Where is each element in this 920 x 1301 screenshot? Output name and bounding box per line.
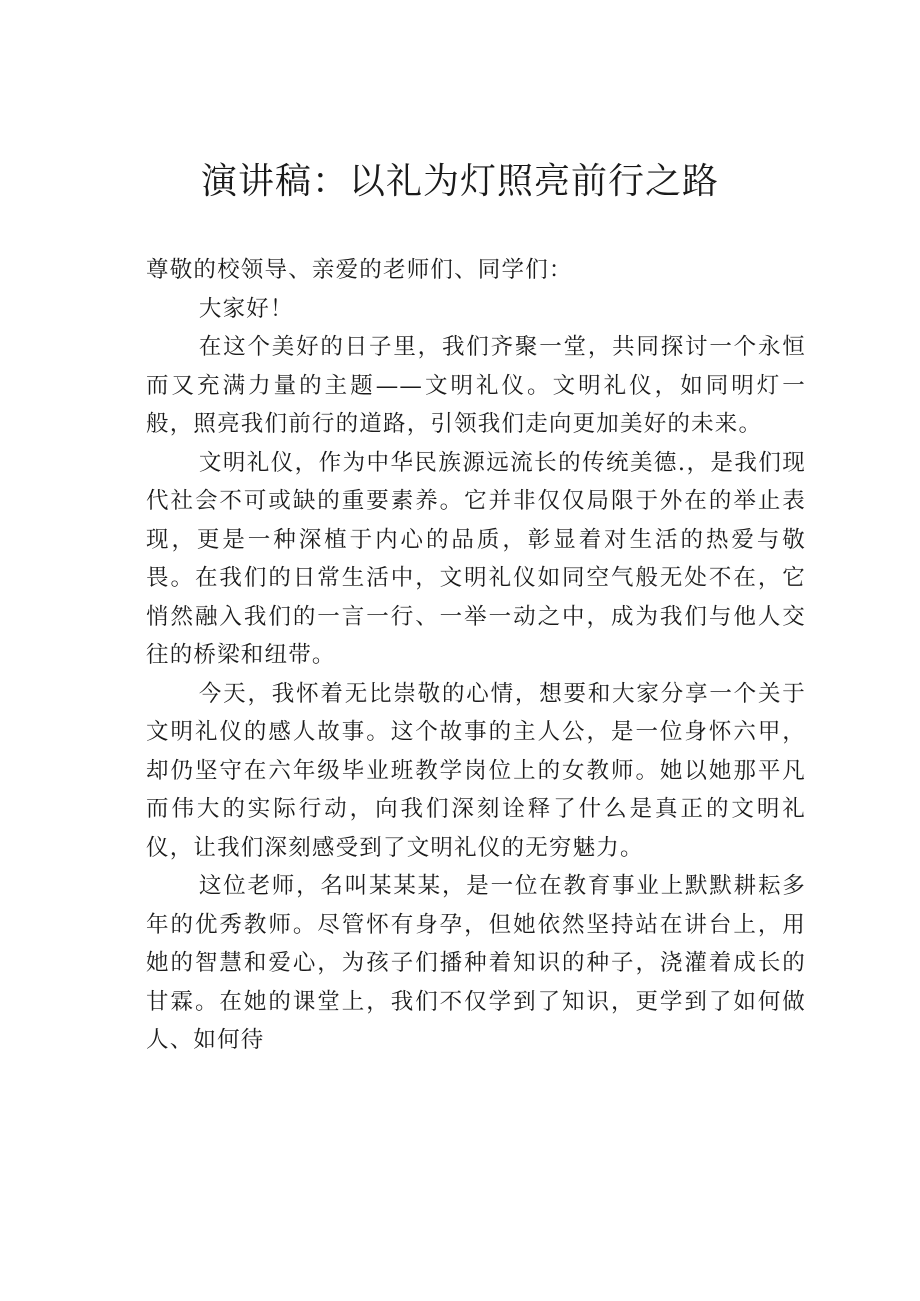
paragraph-greeting: 大家好！ [198,295,294,322]
paragraph-intro: 在这个美好的日子里，我们齐聚一堂，共同探讨一个永恒而又充满力量的主题——文明礼仪。文明礼仪，如同明灯一般，照亮我们前行的道路，引领我们走向更加美好的未来。 [146,334,806,437]
document-body [146,251,806,1060]
paragraph-story: 今天，我怀着无比崇敬的心情，想要和大家分享一个关于文明礼仪的感人故事。这个故事的主人公，是一位身怀六甲，却仍坚守在六年级毕业班教学岗位上的女教师。她以她那平凡而伟大的实际行动，向我们深刻诠释了什么是真正的文明礼仪，让我们深刻感受到了文明礼仪的无穷魅力。 [146,680,806,861]
salutation: 尊敬的校领导、亲爱的老师们、同学们： [146,257,573,283]
document-title: 演讲稿：以礼为灯照亮前行之路 [200,161,719,202]
paragraph-etiquette: 文明礼仪，作为中华民族源远流长的传统美德.，是我们现代社会不可或缺的重要素养。它并非仅仅局限于外在的举止表现，更是一种深植于内心的品质，彰显着对生活的热爱与敬畏。在我们的日常生活中，文明礼仪如同空气般无处不在，它悄然融入我们的一言一行、一举一动之中，成为我们与他人交往的桥梁和纽带。 [146,449,806,668]
paragraph-teacher: 这位老师，名叫某某某，是一位在教育事业上默默耕耘多年的优秀教师。尽管怀有身孕，但她依然坚持站在讲台上，用她的智慧和爱心，为孩子们播种着知识的种子，浇灌着成长的甘霖。在她的课堂上，我们不仅学到了知识，更学到了如何做人、如何待 [146,873,806,1053]
